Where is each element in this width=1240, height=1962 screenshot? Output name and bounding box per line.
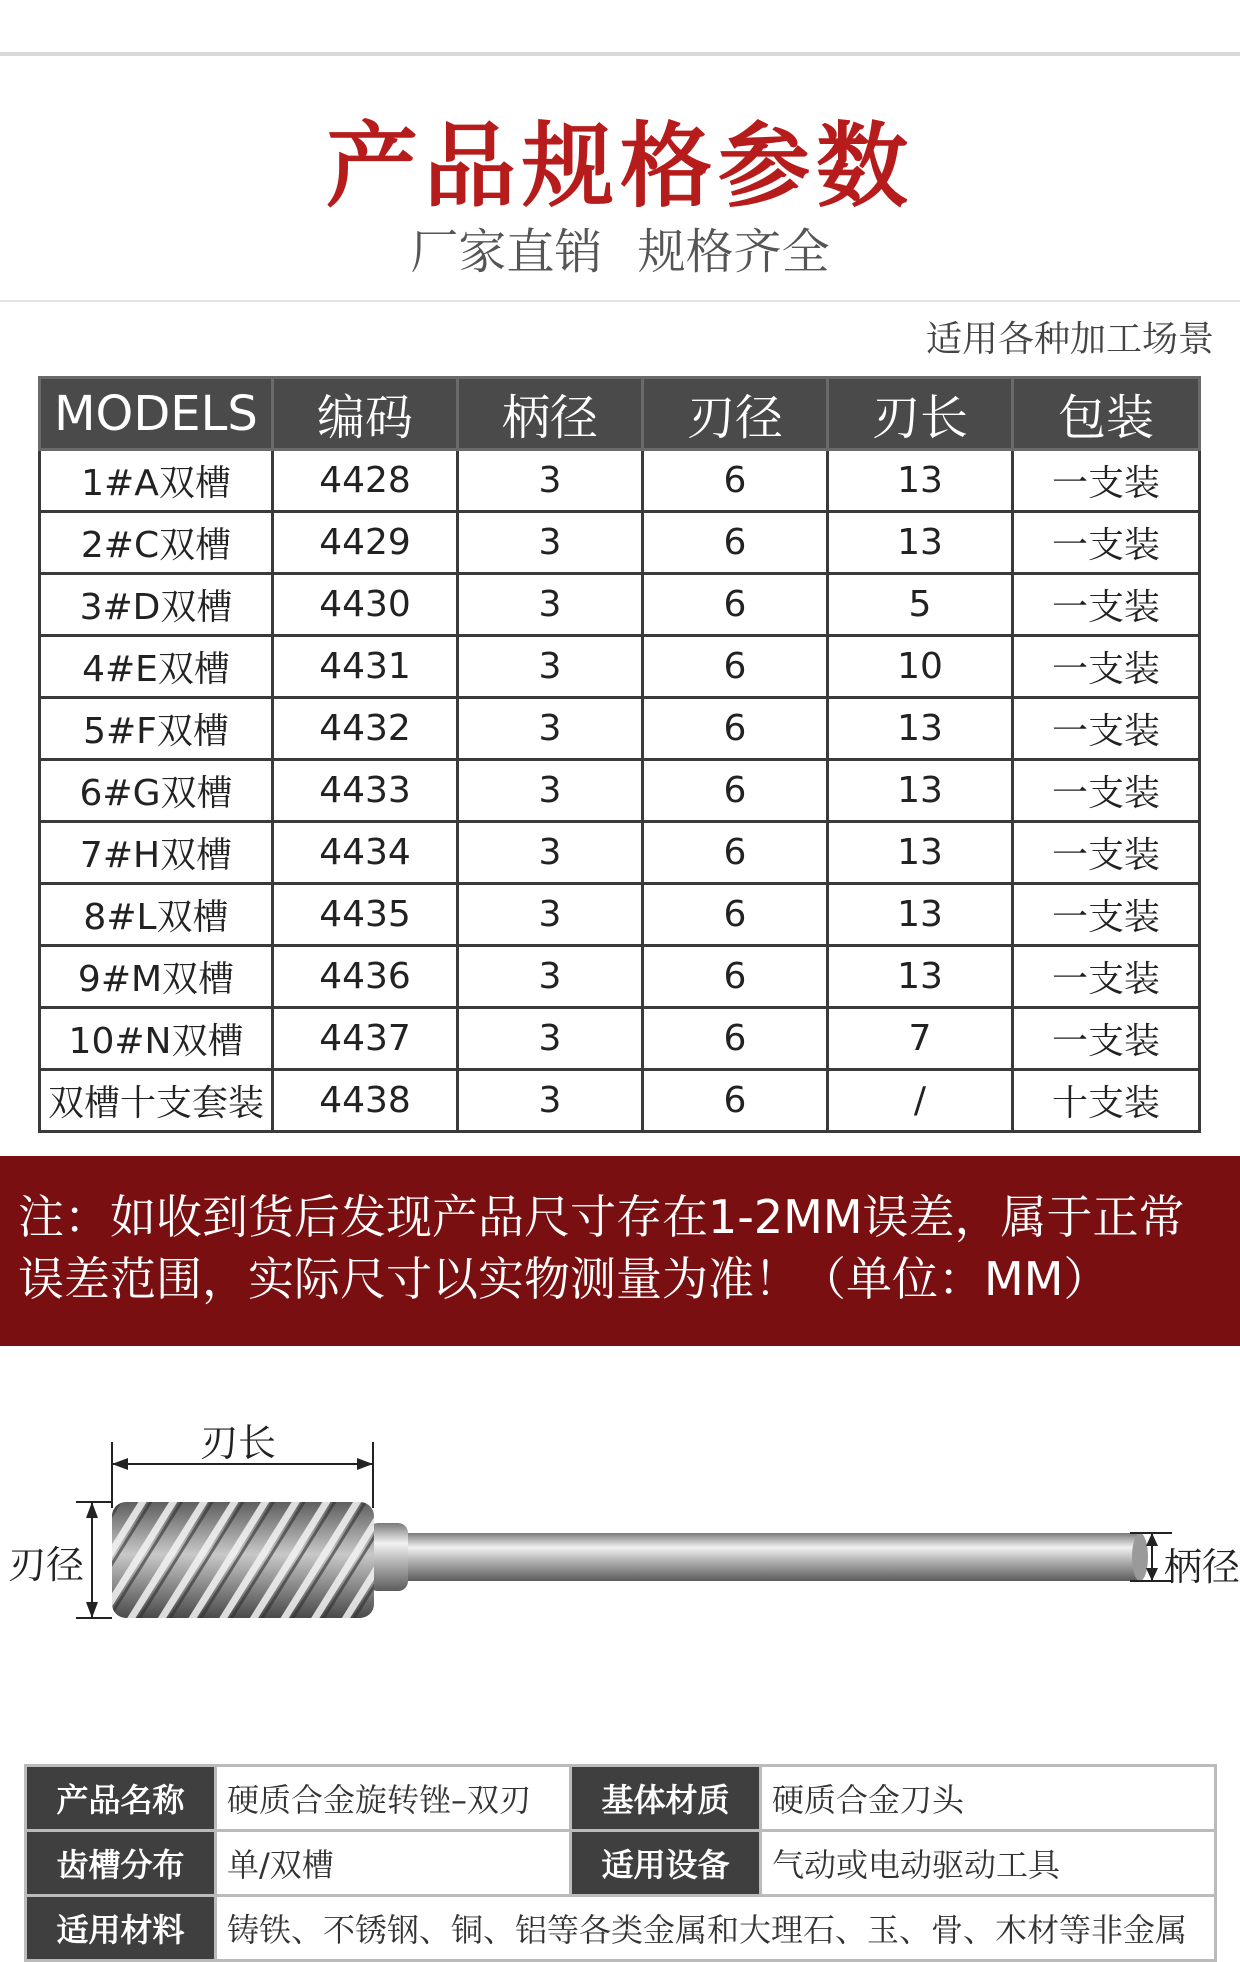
cell-blade-length: 7 [828,1008,1013,1070]
cell-package: 一支装 [1013,636,1200,698]
arrow-right-icon [357,1458,373,1470]
table-row [40,1070,1200,1132]
cell-package: 一支装 [1013,698,1200,760]
info-row [26,1896,1216,1961]
cell-code: 4437 [273,1008,458,1070]
cell-package: 十支装 [1013,1070,1200,1132]
shank-diameter-label: 柄径 [1164,1545,1240,1589]
cell-shank-diameter: 3 [458,512,643,574]
cell-blade-length: 5 [828,574,1013,636]
table-row [40,450,1200,512]
cell-blade-length: 13 [828,512,1013,574]
cell-package: 一支装 [1013,574,1200,636]
info-key: 适用设备 [571,1831,761,1896]
blade-diameter-label: 刃径 [8,1543,85,1587]
col-header-models: MODELS [40,378,273,450]
cell-blade-diameter: 6 [643,760,828,822]
cell-code: 4435 [273,884,458,946]
shank-end [1132,1533,1148,1581]
info-value: 铸铁、不锈钢、铜、铝等各类金属和大理石、玉、骨、木材等非金属 [216,1896,1216,1961]
cell-model: 2#C双槽 [40,512,273,574]
cell-blade-diameter: 6 [643,574,828,636]
page-title: 产品规格参数 [325,113,914,220]
cell-model: 双槽十支套装 [40,1070,273,1132]
cell-blade-diameter: 6 [643,822,828,884]
cell-model: 1#A双槽 [40,450,273,512]
cell-blade-diameter: 6 [643,946,828,1008]
scene-note: 适用各种加工场景 [925,319,1214,360]
cell-code: 4436 [273,946,458,1008]
cell-blade-diameter: 6 [643,450,828,512]
cell-blade-length: 13 [828,884,1013,946]
cell-blade-length: 13 [828,760,1013,822]
cell-shank-diameter: 3 [458,1008,643,1070]
page-subtitle: 厂家直销 规格齐全 [410,224,830,280]
cell-blade-length: 13 [828,698,1013,760]
table-row [40,760,1200,822]
arrow-down-icon [1146,1568,1158,1581]
cell-blade-diameter: 6 [643,512,828,574]
cell-shank-diameter: 3 [458,884,643,946]
info-value: 气动或电动驱动工具 [761,1831,1216,1896]
cell-package: 一支装 [1013,450,1200,512]
col-header-blade-diameter: 刃径 [643,378,828,450]
info-value: 单/双槽 [216,1831,571,1896]
cell-shank-diameter: 3 [458,698,643,760]
arrow-up-icon [86,1502,98,1518]
col-header-code: 编码 [273,378,458,450]
cell-code: 4431 [273,636,458,698]
table-row [40,698,1200,760]
cell-code: 4430 [273,574,458,636]
cell-code: 4434 [273,822,458,884]
table-row [40,1008,1200,1070]
arrow-up-icon [1146,1533,1158,1546]
cell-model: 3#D双槽 [40,574,273,636]
table-row [40,512,1200,574]
info-key: 产品名称 [26,1766,216,1831]
cell-shank-diameter: 3 [458,760,643,822]
table-row [40,884,1200,946]
cell-package: 一支装 [1013,512,1200,574]
table-row [40,822,1200,884]
flute-pattern [112,1502,374,1618]
section-divider [0,300,1240,302]
table-row [40,636,1200,698]
info-row [26,1831,1216,1896]
cell-shank-diameter: 3 [458,1070,643,1132]
cell-shank-diameter: 3 [458,946,643,1008]
cell-blade-length: 10 [828,636,1013,698]
cell-code: 4432 [273,698,458,760]
tolerance-notice [0,1156,1240,1346]
cell-model: 6#G双槽 [40,760,273,822]
cell-code: 4433 [273,760,458,822]
cell-blade-diameter: 6 [643,1008,828,1070]
cell-code: 4428 [273,450,458,512]
col-header-blade-length: 刃长 [828,378,1013,450]
notice-line-2: 误差范围，实际尺寸以实物测量为准！（单位：MM） [18,1252,1110,1306]
cell-shank-diameter: 3 [458,574,643,636]
cell-package: 一支装 [1013,760,1200,822]
cell-package: 一支装 [1013,884,1200,946]
table-row [40,574,1200,636]
top-divider [0,52,1240,56]
info-value: 硬质合金刀头 [761,1766,1216,1831]
arrow-left-icon [112,1458,128,1470]
spec-header-row [40,378,1200,450]
cell-blade-length: 13 [828,822,1013,884]
dimension-diagram [0,1380,1240,1660]
cell-package: 一支装 [1013,822,1200,884]
cell-model: 9#M双槽 [40,946,273,1008]
spec-table [38,376,1201,1133]
cell-shank-diameter: 3 [458,450,643,512]
cell-blade-diameter: 6 [643,884,828,946]
info-key: 齿槽分布 [26,1831,216,1896]
col-header-shank-diameter: 柄径 [458,378,643,450]
arrow-down-icon [86,1602,98,1618]
blade-length-label: 刃长 [200,1421,277,1465]
cell-model: 10#N双槽 [40,1008,273,1070]
product-info-table [24,1764,1217,1962]
info-row [26,1766,1216,1831]
cell-code: 4438 [273,1070,458,1132]
cell-model: 8#L双槽 [40,884,273,946]
cell-blade-diameter: 6 [643,698,828,760]
cell-model: 4#E双槽 [40,636,273,698]
cell-package: 一支装 [1013,946,1200,1008]
cell-blade-length: 13 [828,946,1013,1008]
cell-shank-diameter: 3 [458,636,643,698]
cell-blade-length: 13 [828,450,1013,512]
cell-model: 5#F双槽 [40,698,273,760]
burr-illustration [0,1380,1240,1660]
cell-code: 4429 [273,512,458,574]
info-key: 基体材质 [571,1766,761,1831]
info-value: 硬质合金旋转锉–双刃 [216,1766,571,1831]
cell-blade-diameter: 6 [643,1070,828,1132]
shank [395,1533,1140,1581]
cell-blade-length: / [828,1070,1013,1132]
cell-blade-diameter: 6 [643,636,828,698]
cell-package: 一支装 [1013,1008,1200,1070]
table-row [40,946,1200,1008]
notice-line-1: 注：如收到货后发现产品尺寸存在1-2MM误差，属于正常 [18,1190,1185,1244]
cell-model: 7#H双槽 [40,822,273,884]
col-header-package: 包装 [1013,378,1200,450]
info-key: 适用材料 [26,1896,216,1961]
cell-shank-diameter: 3 [458,822,643,884]
